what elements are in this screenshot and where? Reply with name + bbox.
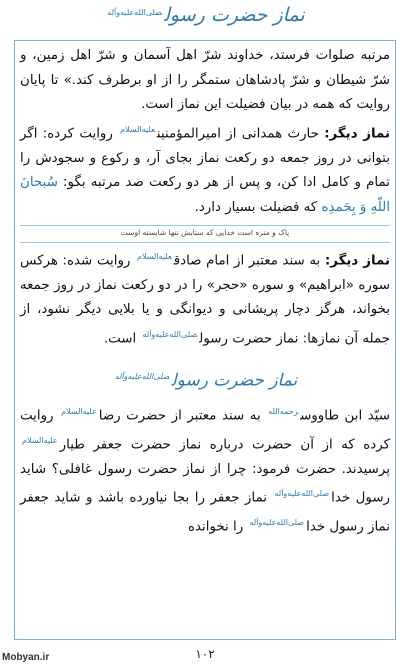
paragraph-4-text-f: را نخوانده [187, 519, 244, 535]
footnote-divider-bottom [20, 242, 390, 243]
paragraph-2-text-c: که فضیلت بسیار دارد. [194, 200, 318, 216]
footnote: پاک و منزه است خدایی که ستایش تنها شایسته اوست [120, 227, 290, 237]
paragraph-3-label: نماز دیگر: [324, 253, 391, 269]
section-title-honorific: صلی‌الله‌علیه‌وآله [114, 371, 170, 381]
section-title-text: نماز حضرت رسول [171, 370, 298, 391]
paragraph-4-honorific-5: صلی‌الله‌علیه‌وآله [249, 518, 305, 528]
paragraph-4-honorific-1: رحمه‌الله [268, 406, 299, 416]
paragraph-2-text-b: روایت کرده: اگر بتوانی در روز جمعه دو رکعت نماز بجای آر، و رکوع و سجودش را تمام و کامل ادا کن، و پس از هر دو رکعت صد مرتبه بگو: [20, 126, 390, 191]
paragraph-1-text: مرتبه صلوات فرستد، خداوند شرّ اهل آسمان و شرّ اهل زمین، و شرّ شیطان و شرّ پادشاهان ستمگر را از او برطرف کند.» تا پایان روایت که همه در بیان فضیلت این نماز است. [20, 48, 390, 113]
paragraph-3-honorific: علیه‌السلام [137, 251, 172, 261]
paragraph-2-honorific: علیه‌السلام [120, 124, 155, 134]
paragraph-2-label: نماز دیگر: [324, 126, 391, 142]
site-watermark: Mobyan.ir [2, 652, 50, 663]
paragraph-3-honorific-2: صلی‌الله‌علیه‌وآله [142, 329, 198, 339]
paragraph-4-honorific-4: صلی‌الله‌علیه‌وآله [274, 489, 330, 499]
paragraph-4-text-c: روایت کرده که از آن حضرت درباره نماز حضرت جعفر طیار [20, 408, 390, 453]
paragraph-4 [20, 400, 390, 541]
paragraph-4-honorific-3: علیه‌السلام [22, 435, 58, 445]
paragraph-1 [20, 44, 390, 118]
paragraph-3-text-a: به سند معتبر از امام صادق [173, 253, 321, 269]
page-number: ۱۰۲ [195, 647, 215, 661]
paragraph-2 [20, 118, 390, 221]
paragraph-4-text-a: سیّد ابن طاووس [300, 408, 390, 424]
footnote-divider [20, 225, 390, 226]
paragraph-4-text-d: پرسیدند. حضرت فرمود: چرا از نماز حضرت رسول غافلی؟ شاید رسول خدا [20, 461, 391, 506]
paragraph-3 [20, 245, 390, 352]
header-title: نماز حضرت رسول [164, 4, 305, 26]
header-honorific: صلی‌الله‌علیه‌وآله [107, 7, 163, 17]
paragraph-4-text-b: به سند معتبر از حضرت رضا [98, 408, 261, 424]
paragraph-3-text-c: است. [103, 331, 137, 347]
paragraph-4-honorific-2: علیه‌السلام [61, 406, 97, 416]
paragraph-3-text-b: روایت شده: هرکس سوره «ابراهیم» و سوره «حجر» را در دو رکعت نماز در روز جمعه بخواند، هرگز دچار پریشانی و دیوانگی و یا بلایی دیگر نشود، از جمله آن نمازها: نماز حضرت رسول [20, 253, 390, 347]
paragraph-2-quote: سُبحانَ اللّهِ وَ بِحَمدِه [20, 175, 390, 216]
section-title [20, 364, 390, 394]
paragraph-4-text-e: نماز جعفر را بجا نیاورده باشد و شاید جعفر نماز رسول خدا [20, 490, 390, 535]
running-header [0, 4, 410, 34]
paragraph-2-text-a: حارث همدانی از امیرالمؤمنین [156, 126, 319, 142]
page-body [20, 44, 390, 540]
